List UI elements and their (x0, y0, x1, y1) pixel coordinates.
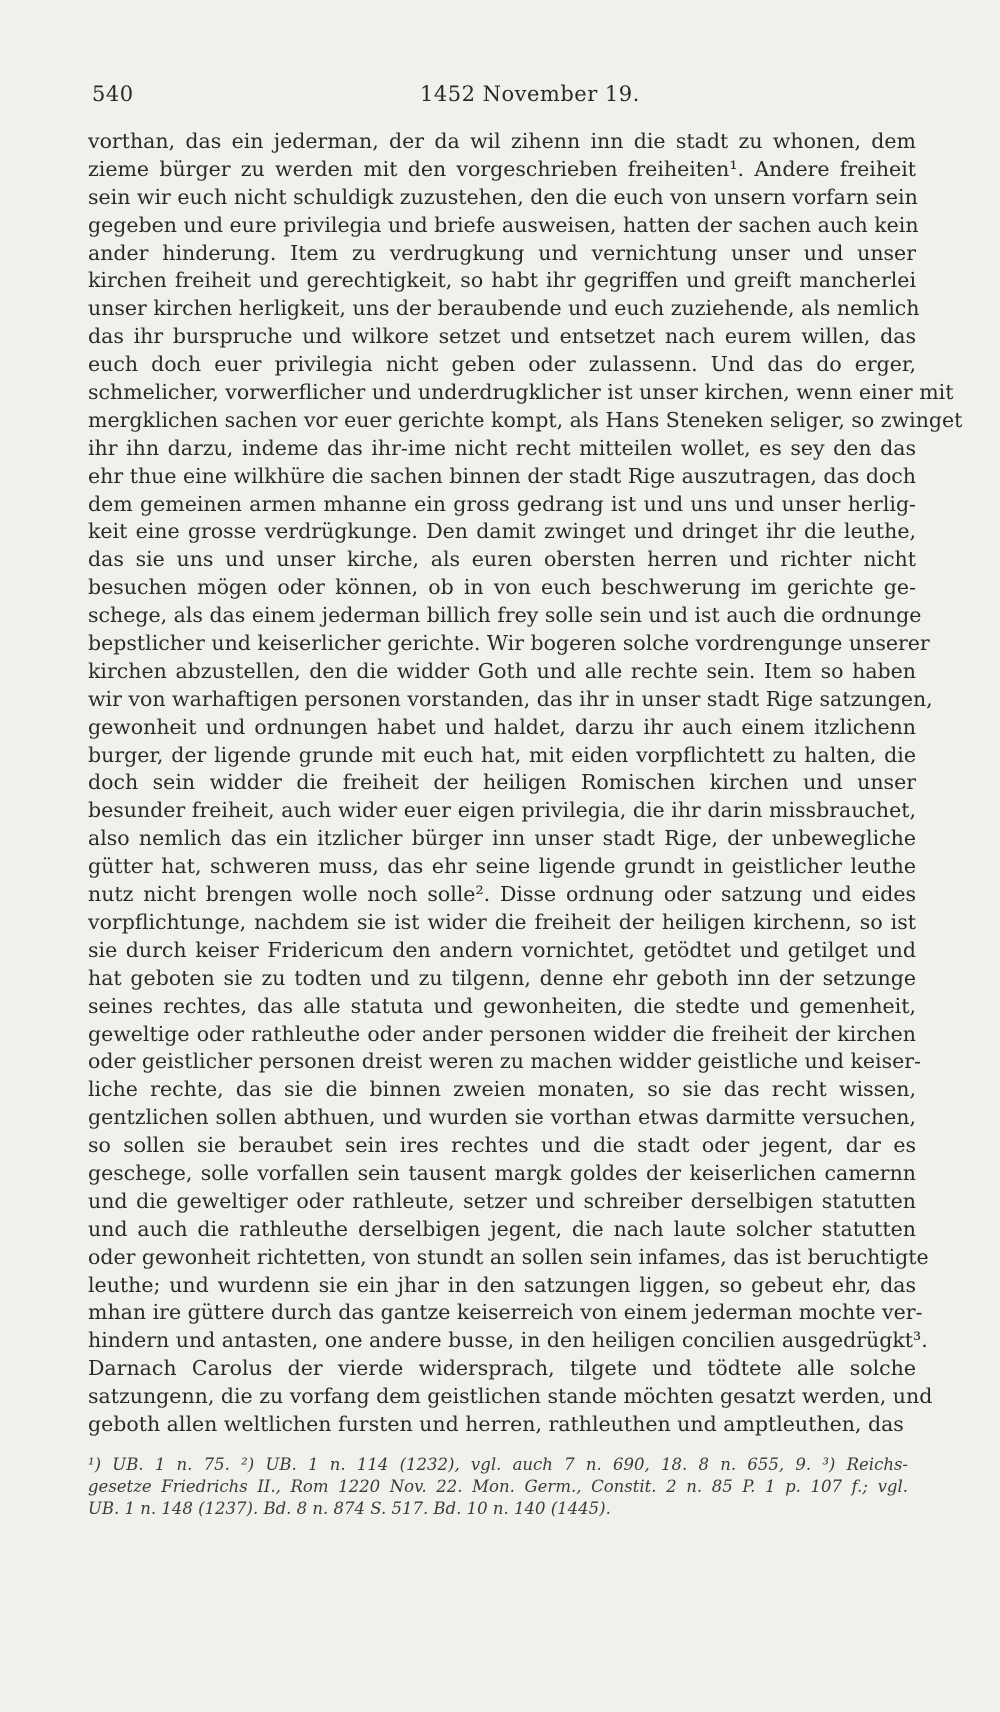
text-line: besuchen mögen oder können, ob in von euch beschwerung im gerichte ge- (88, 575, 916, 600)
text-line: keit eine grosse verdrügkunge. Den damit zwinget und dringet ihr die leuthe, (88, 519, 916, 544)
text-line: gütter hat, schweren muss, das ehr seine ligende grundt in geistlicher leuthe (88, 854, 916, 879)
text-line: ihr ihn darzu, indeme das ihr-ime nicht recht mitteilen wollet, es sey den das (88, 435, 916, 460)
footnote-line: ¹) UB. 1 n. 75. ²) UB. 1 n. 114 (1232), vgl. auch 7 n. 690, 18. 8 n. 655, 9. ³) Reichs- (88, 1455, 908, 1474)
footnotes (88, 1454, 908, 1520)
page-number: 540 (92, 82, 134, 106)
text-line: das sie uns und unser kirche, als euren obersten herren und richter nicht (88, 547, 916, 572)
text-line: oder gewonheit richtetten, von stundt an sollen sein infames, das ist beruchtigte (88, 1244, 929, 1269)
text-line: mergklichen sachen vor euer gerichte kompt, als Hans Steneken seliger, so zwinget (88, 407, 963, 432)
text-line: so sollen sie beraubet sein ires rechtes und die stadt oder jegent, dar es (88, 1133, 916, 1158)
text-line: euch doch euer privilegia nicht geben oder zulassenn. Und das do erger, (88, 352, 916, 377)
footnote-line: UB. 1 n. 148 (1237). Bd. 8 n. 874 S. 517. Bd. 10 n. 140 (1445). (88, 1499, 611, 1518)
text-line: besunder freiheit, auch wider euer eigen privilegia, die ihr darin missbrauchet, (88, 798, 916, 823)
text-line: geschege, solle vorfallen sein tausent margk goldes der keiserlichen camernn (88, 1160, 916, 1185)
text-line: burger, der ligende grunde mit euch hat, mit eiden vorpflichtett zu halten, die (88, 742, 916, 767)
text-line: kirchen freiheit und gerechtigkeit, so habt ihr gegriffen und greift mancherlei (88, 268, 916, 293)
text-line: das ihr burspruche und wilkore setzet und entsetzet nach eurem willen, das (88, 324, 916, 349)
page-header (92, 82, 912, 112)
text-line: geboth allen weltlichen fursten und herren, rathleuthen und amptleuthen, das (88, 1411, 904, 1436)
text-line: und auch die rathleuthe derselbigen jegent, die nach laute solcher statutten (88, 1216, 916, 1241)
text-line: gewonheit und ordnungen habet und haldet, darzu ihr auch einem itzlichenn (88, 714, 916, 739)
text-line: dem gemeinen armen mhanne ein gross gedrang ist und uns und unser herlig- (88, 491, 916, 516)
text-line: vorthan, das ein jederman, der da wil zihenn inn die stadt zu whonen, dem (88, 129, 916, 153)
text-line: gentzlichen sollen abthuen, und wurden sie vorthan etwas darmitte versuchen, (88, 1105, 916, 1130)
text-line: nutz nicht brengen wolle noch solle². Disse ordnung oder satzung und eides (88, 882, 916, 907)
text-line: wir von warhaftigen personen vorstanden, das ihr in unser stadt Rige satzungen, (88, 686, 933, 711)
text-line: zieme bürger zu werden mit den vorgeschrieben freiheiten¹. Andere freiheit (88, 156, 916, 181)
text-line: Darnach Carolus der vierde widersprach, tilgete und tödtete alle solche (88, 1356, 916, 1381)
body-text (88, 128, 963, 1439)
text-line: schmelicher, vorwerflicher und underdrugklicher ist unser kirchen, wenn einer mit (88, 380, 954, 405)
footnote-line: gesetze Friedrichs II., Rom 1220 Nov. 22. Mon. Germ., Constit. 2 n. 85 P. 1 p. 107 f.; vgl. (88, 1477, 908, 1496)
text-line: vorpflichtunge, nachdem sie ist wider die freiheit der heiligen kirchenn, so ist (88, 909, 916, 934)
running-head-date: 1452 November 19. (420, 82, 640, 106)
text-line: satzungenn, die zu vorfang dem geistlichen stande möchten gesatzt werden, und (88, 1384, 933, 1409)
text-line: hat geboten sie zu todten und zu tilgenn, denne ehr geboth inn der setzunge (88, 965, 916, 990)
text-line: sie durch keiser Fridericum den andern vornichtet, getödtet und getilget und (88, 937, 916, 962)
text-line: bepstlicher und keiserlicher gerichte. Wir bogeren solche vordrengunge unserer (88, 631, 930, 656)
text-line: und die geweltiger oder rathleute, setzer und schreiber derselbigen statutten (88, 1188, 916, 1213)
text-line: seines rechtes, das alle statuta und gewonheiten, die stedte und gemenheit, (88, 993, 916, 1018)
text-line: mhan ire güttere durch das gantze keiserreich von einem jederman mochte ver- (88, 1300, 923, 1325)
text-line: ehr thue eine wilkhüre die sachen binnen der stadt Rige auszutragen, das doch (88, 463, 916, 488)
text-line: also nemlich das ein itzlicher bürger inn unser stadt Rige, der unbewegliche (88, 826, 916, 851)
text-line: kirchen abzustellen, den die widder Goth und alle rechte sein. Item so haben (88, 658, 916, 683)
text-line: liche rechte, das sie die binnen zweien monaten, so sie das recht wissen, (88, 1077, 916, 1102)
text-line: doch sein widder die freiheit der heiligen Romischen kirchen und unser (88, 770, 916, 795)
text-line: ander hinderung. Item zu verdrugkung und vernichtung unser und unser (88, 240, 916, 265)
text-line: hindern und antasten, one andere busse, in den heiligen concilien ausgedrügkt³. (88, 1328, 928, 1353)
text-line: unser kirchen herligkeit, uns der beraubende und euch zuziehende, als nemlich (88, 296, 920, 321)
text-line: oder geistlicher personen dreist weren zu machen widder geistliche und keiser- (88, 1049, 921, 1074)
text-line: schege, als das einem jederman billich frey solle sein und ist auch die ordnunge (88, 603, 922, 628)
text-line: gegeben und eure privilegia und briefe ausweisen, hatten der sachen auch kein (88, 212, 919, 237)
text-line: leuthe; und wurdenn sie ein jhar in den satzungen liggen, so gebeut ehr, das (88, 1272, 916, 1297)
text-line: sein wir euch nicht schuldigk zuzustehen, den die euch von unsern vorfarn sein (88, 184, 918, 209)
text-line: geweltige oder rathleuthe oder ander personen widder die freiheit der kirchen (88, 1021, 916, 1046)
